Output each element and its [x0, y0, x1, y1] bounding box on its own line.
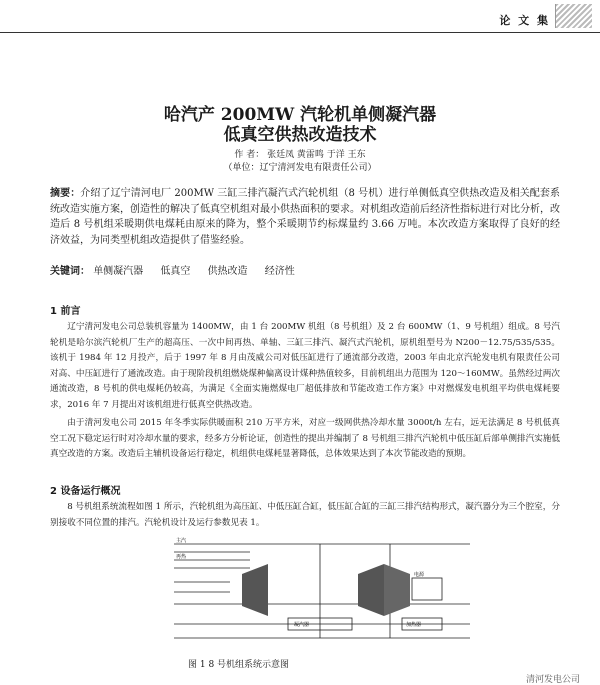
abstract-label: 摘要： [50, 188, 81, 199]
affiliation: （单位：辽宁清河发电有限责任公司） [223, 163, 377, 173]
label-generator: 电源 [414, 572, 425, 578]
page-header [0, 0, 600, 33]
label-main-steam: 主汽 [176, 538, 187, 544]
system-diagram [170, 534, 480, 652]
keyword: 经济性 [264, 266, 295, 277]
section-1-paragraph-2: 由于清河发电公司 2015 年冬季实际供暖面积 210 万平方米，对应一级网供热冷却水量 3000t/h 左右，远无法满足 8 号机低真空工况下稳定运行时对冷却水量的要求，经多方分析论证，创造性的提出并编制了 8 号机组三排汽汽轮机中低压缸后部单侧排汽实施低真空改造的方案。改造后主辅机设备运行稳定，机组供电煤耗显著降低，总体效果达到了本次节能改造的预期。 [50, 418, 560, 459]
section-label: 论 文 集 [499, 14, 550, 27]
section-1-paragraph-1: 辽宁清河发电公司总装机容量为 1400MW，由 1 台 200MW 机组（8 号机组）及 2 台 600MW（1、9 号机组）组成。8 号汽轮机是哈尔滨汽轮机厂生产的超高压、一次中间再热、单轴、三缸三排汽、凝汽式汽轮机，原机组型号为 N200－12.75/535/535。该机于 1984 年 12 月投产，后于 1997 年 8 月由茂威公司对低压缸进行了通流部分改造，2003 年由北京汽轮发电机有限责任公司对高、中压缸进行了通流改造。由于现阶段机组燃烧煤种偏离设计煤种热值较多，目前机组出力范围为 120～160MW。虽然经过两次通流改造，8 号机的供电煤耗仍较高，为满足《全面实施燃煤电厂超低排放和节能改造工作方案》中对燃煤发电机组平均供电煤耗要求，2016 年 7 月提出对该机组进行低真空供热改造。 [50, 322, 560, 410]
keyword: 供热改造 [207, 266, 248, 277]
keywords [50, 265, 560, 279]
footer-mark: 清河发电公司 [525, 675, 580, 685]
keywords-label: 关键词： [50, 266, 90, 277]
label-heater: 加热器 [406, 622, 422, 628]
section-2-paragraph-1: 8 号机组系统流程如图 1 所示，汽轮机组为高压缸、中低压缸合缸，低压缸合缸的三缸三排汽结构形式，凝汽器分为三个腔室，分别接收不同位置的排汽。汽轮机设计及运行参数见表 1。 [50, 502, 560, 528]
abstract-text: 介绍了辽宁清河电厂 200MW 三缸三排汽凝汽式汽轮机组（8 号机）进行单侧低真空供热改造及相关配套系统改造实施方案，创造性的解决了低真空机组对最小供热面积的要求。对机组改造前后经济性指标进行对比分析，改造后 8 号机组采暖期供电煤耗由原来的降为，整个采暖期节约标煤量约 3.66 万吨。本次改造方案取得了良好的经济效益，为同类型机组改造提供了借鉴经验。 [50, 188, 560, 246]
figure-caption: 图 1 8 号机组系统示意图 [188, 660, 290, 670]
label-condenser: 凝汽器 [294, 622, 310, 628]
label-reheat: 再热 [176, 554, 187, 560]
keyword: 低真空 [160, 266, 191, 277]
keyword: 单侧凝汽器 [93, 266, 144, 277]
abstract [50, 186, 560, 248]
title-line-1: 哈汽产 200MW 汽轮机单侧凝汽器 [163, 105, 437, 125]
section-2-heading: 2 设备运行概况 [50, 486, 121, 497]
authors: 作 者： 张廷凤 黄雷鸣 于洋 王东 [234, 150, 366, 160]
title-line-2: 低真空供热改造技术 [223, 125, 377, 145]
section-1-heading: 1 前言 [50, 306, 81, 317]
corner-decoration [555, 4, 592, 28]
